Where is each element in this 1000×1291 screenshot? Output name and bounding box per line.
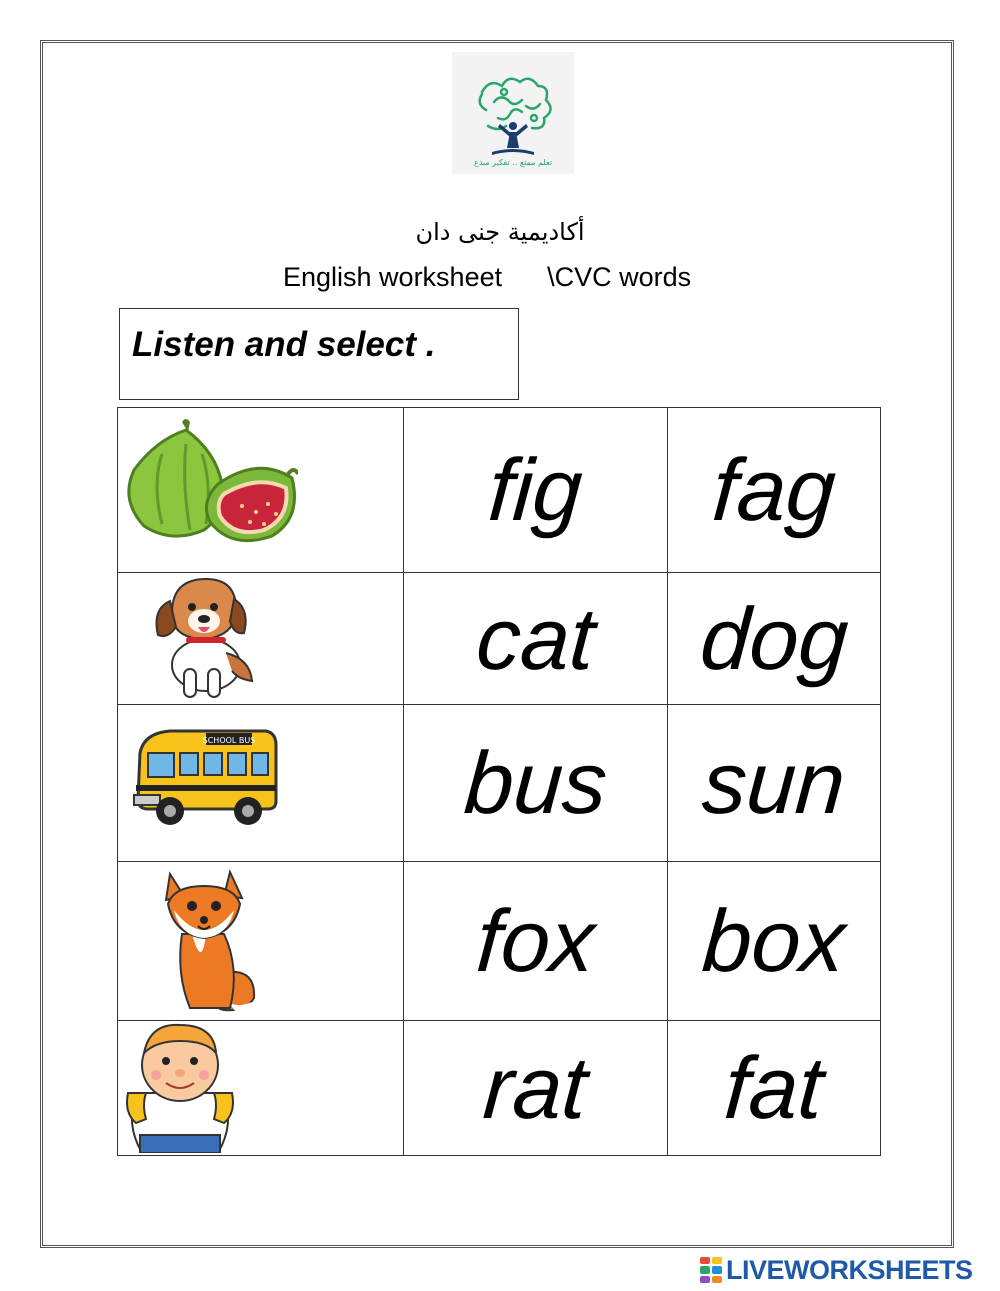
word-choice[interactable]: fag: [709, 440, 839, 539]
word-choice[interactable]: fig: [485, 440, 586, 539]
picture-cell: [118, 1021, 404, 1156]
table-row: [118, 573, 881, 705]
instruction-text: Listen and select .: [132, 325, 436, 364]
logo-tagline: تعلم ممتع .. تفكير مبدع: [473, 158, 553, 167]
choice-cell[interactable]: [404, 1021, 668, 1156]
bus-icon: [130, 723, 280, 835]
choice-cell[interactable]: [404, 573, 668, 705]
academy-logo: [452, 52, 574, 174]
word-choice[interactable]: box: [699, 891, 849, 990]
table-row: [118, 862, 881, 1021]
word-selection-table: [117, 407, 881, 1156]
table-row: [118, 408, 881, 573]
svg-text:SCHOOL BUS: SCHOOL BUS: [202, 736, 256, 745]
choice-cell[interactable]: [668, 408, 881, 573]
choice-cell[interactable]: [668, 573, 881, 705]
word-choice[interactable]: fat: [721, 1038, 827, 1137]
instruction-box: [119, 308, 519, 400]
worksheet-subtitle: English worksheet \CVC words: [283, 262, 692, 292]
table-row: [118, 705, 881, 862]
word-choice[interactable]: cat: [473, 588, 598, 688]
fox-icon: [156, 864, 256, 1014]
choice-cell[interactable]: [668, 705, 881, 862]
word-choice[interactable]: bus: [461, 733, 610, 832]
table-row: [118, 1021, 881, 1156]
word-choice[interactable]: rat: [480, 1038, 591, 1137]
choice-cell[interactable]: [668, 1021, 881, 1156]
tree-logo-icon: [452, 52, 574, 174]
choice-cell[interactable]: [404, 408, 668, 573]
dog-icon: [144, 573, 264, 701]
academy-name: أكاديمية جنى دان: [415, 218, 585, 246]
word-choice[interactable]: fox: [473, 891, 598, 990]
fat-boy-icon: [122, 1023, 238, 1153]
word-choice[interactable]: sun: [699, 733, 849, 832]
liveworksheets-logo-icon: [700, 1257, 722, 1283]
word-choice[interactable]: dog: [697, 588, 851, 688]
picture-cell: [118, 862, 404, 1021]
picture-cell: [118, 705, 404, 862]
fig-icon: [122, 414, 298, 546]
liveworksheets-brand: [700, 1253, 973, 1287]
picture-cell: [118, 573, 404, 705]
choice-cell[interactable]: [404, 705, 668, 862]
choice-cell[interactable]: [404, 862, 668, 1021]
picture-cell: [118, 408, 404, 573]
choice-cell[interactable]: [668, 862, 881, 1021]
brand-text: LIVEWORKSHEETS: [726, 1254, 973, 1285]
